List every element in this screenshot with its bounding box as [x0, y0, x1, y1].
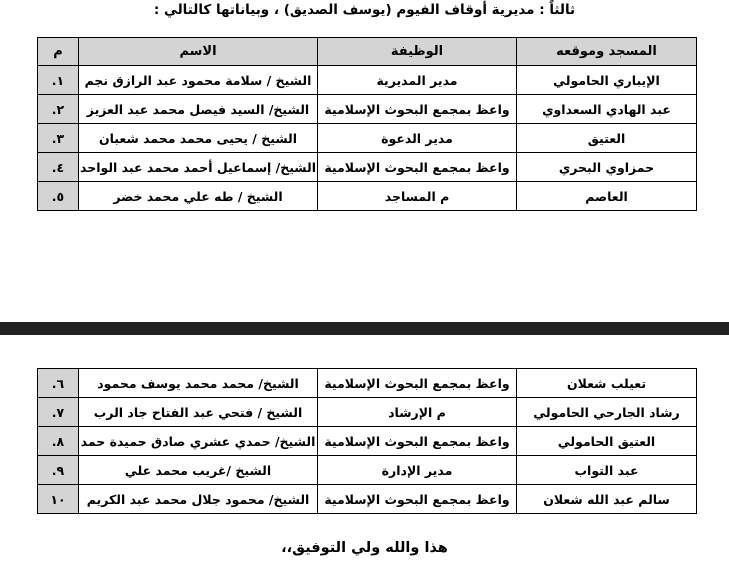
- cell-num: ١.: [38, 66, 79, 95]
- mosque-officials-table-part2: [37, 368, 697, 514]
- cell-mosque: العاصم: [517, 182, 697, 211]
- cell-name: الشيخ / يحيى محمد محمد شعبان: [79, 124, 318, 153]
- cell-num: ٣.: [38, 124, 79, 153]
- cell-mosque: سالم عبد الله شعلان: [517, 485, 697, 514]
- column-header-name: الاسم: [79, 38, 318, 66]
- column-header-num: م: [38, 38, 79, 66]
- cell-job: مدير الدعوة: [318, 124, 517, 153]
- cell-name: الشيخ/ محمد محمد يوسف محمود: [79, 369, 318, 398]
- cell-job: واعظ بمجمع البحوث الإسلامية: [318, 369, 517, 398]
- cell-name: الشيخ / فتحي عبد الفتاح جاد الرب: [79, 398, 318, 427]
- table-row: [38, 427, 697, 456]
- table-row: [38, 485, 697, 514]
- cell-mosque: الإيباري الحامولي: [517, 66, 697, 95]
- table-row: [38, 456, 697, 485]
- cell-num: ٥.: [38, 182, 79, 211]
- table-row: [38, 398, 697, 427]
- cell-mosque: حمزاوي البحري: [517, 153, 697, 182]
- cell-num: ١٠: [38, 485, 79, 514]
- cell-name: الشيخ /غريب محمد علي: [79, 456, 318, 485]
- closing-statement: هذا والله ولي التوفيق،،: [281, 540, 448, 556]
- cell-num: ٩.: [38, 456, 79, 485]
- cell-job: واعظ بمجمع البحوث الإسلامية: [318, 427, 517, 456]
- cell-job: مدير المديرية: [318, 66, 517, 95]
- cell-job: واعظ بمجمع البحوث الإسلامية: [318, 95, 517, 124]
- cell-job: واعظ بمجمع البحوث الإسلامية: [318, 153, 517, 182]
- cell-num: ٧.: [38, 398, 79, 427]
- cell-mosque: العتيق: [517, 124, 697, 153]
- cell-num: ٦.: [38, 369, 79, 398]
- cell-job: واعظ بمجمع البحوث الإسلامية: [318, 485, 517, 514]
- table-row: [38, 124, 697, 153]
- cell-num: ٢.: [38, 95, 79, 124]
- cell-mosque: تعيلب شعلان: [517, 369, 697, 398]
- cell-mosque: العتيق الحامولي: [517, 427, 697, 456]
- cell-mosque: عبد التواب: [517, 456, 697, 485]
- page-separator-band: [0, 322, 729, 335]
- cell-name: الشيخ / سلامة محمود عبد الرازق نجم: [79, 66, 318, 95]
- cell-job: م المساجد: [318, 182, 517, 211]
- table-row: [38, 95, 697, 124]
- mosque-officials-table-part1: [37, 37, 697, 211]
- column-header-mosque: المسجد وموقعه: [517, 38, 697, 66]
- table-header: [38, 38, 697, 66]
- cell-name: الشيخ/ حمدي عشري صادق حميدة حمد: [79, 427, 318, 456]
- cell-job: مدير الإدارة: [318, 456, 517, 485]
- cell-job: م الإرشاد: [318, 398, 517, 427]
- table-row: [38, 66, 697, 95]
- table-row: [38, 153, 697, 182]
- table-row: [38, 182, 697, 211]
- table-header-row: [38, 38, 697, 66]
- cell-mosque: عبد الهادي السعداوي: [517, 95, 697, 124]
- cell-name: الشيخ/ إسماعيل أحمد محمد عبد الواحد: [79, 153, 318, 182]
- cell-name: الشيخ/ السيد فيصل محمد عبد العزيز: [79, 95, 318, 124]
- column-header-job: الوظيفة: [318, 38, 517, 66]
- cell-mosque: رشاد الجارحي الحامولي: [517, 398, 697, 427]
- table-body-part1: [38, 66, 697, 211]
- cell-name: الشيخ/ محمود جلال محمد عبد الكريم: [79, 485, 318, 514]
- cell-num: ٤.: [38, 153, 79, 182]
- table-row: [38, 369, 697, 398]
- section-title: ثالثاً : مديرية أوقاف الفيوم (يوسف الصديق) ، وبياناتها كالتالي :: [153, 2, 576, 18]
- cell-name: الشيخ / طه علي محمد خضر: [79, 182, 318, 211]
- table-body-part2: [38, 369, 697, 514]
- cell-num: ٨.: [38, 427, 79, 456]
